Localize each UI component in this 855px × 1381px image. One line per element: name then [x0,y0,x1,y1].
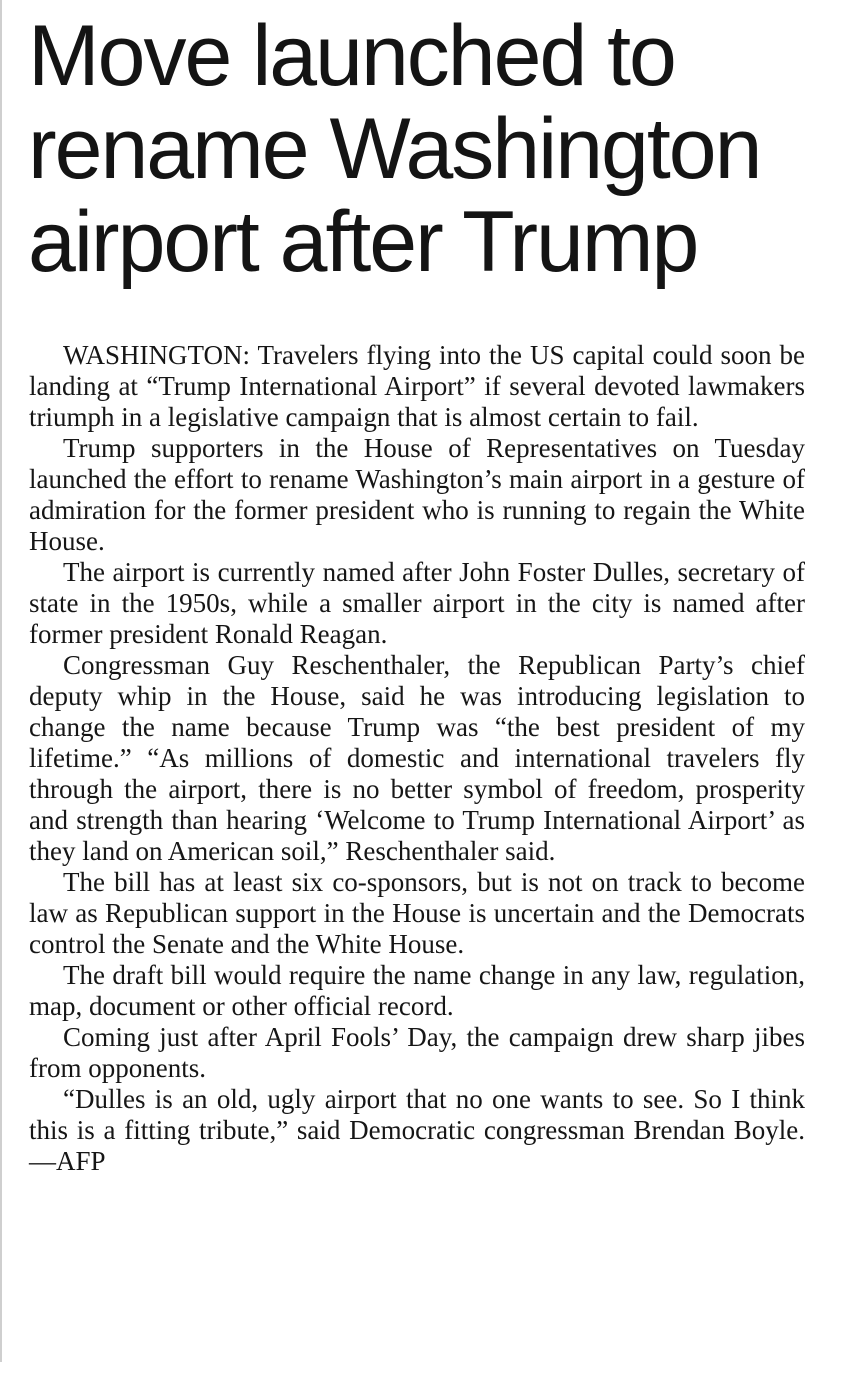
article-paragraph: Congressman Guy Reschenthaler, the Republican Party’s chief deputy whip in the House, said he was introducing legislation to change the name because Trump was “the best president of my lifetime.” “As millions of domestic and international travelers fly through the airport, there is no better symbol of freedom, prosperity and strength than hearing ‘Welcome to Trump International Airport’ as they land on American soil,” Reschenthaler said. [29,650,805,866]
headline-line-1: Move launched to [28,8,675,104]
headline [28,10,838,289]
column-rule [0,0,2,1362]
article-body [29,340,805,1177]
article-paragraph: Trump supporters in the House of Representatives on Tuesday launched the effort to rename Washington’s main airport in a gesture of admiration for the former president who is running to regain the White House. [29,433,805,556]
article-paragraph: WASHINGTON: Travelers flying into the US capital could soon be landing at “Trump International Airport” if several devoted lawmakers triumph in a legislative campaign that is almost certain to fail. [29,340,805,432]
article-paragraph: The bill has at least six co-sponsors, but is not on track to become law as Republican support in the House is uncertain and the Democrats control the Senate and the White House. [29,867,805,959]
article-paragraph: Coming just after April Fools’ Day, the campaign drew sharp jibes from opponents. [29,1022,805,1083]
article-paragraph: The draft bill would require the name change in any law, regulation, map, document or other official record. [29,960,805,1021]
article-paragraph: The airport is currently named after John Foster Dulles, secretary of state in the 1950s, while a smaller airport in the city is named after former president Ronald Reagan. [29,557,805,649]
headline-line-3: airport after Trump [28,194,698,290]
article-paragraph: “Dulles is an old, ugly airport that no one wants to see. So I think this is a fitting tribute,” said Democratic congressman Brendan Boyle.—AFP [29,1084,805,1176]
headline-line-2: rename Washington [28,101,761,197]
